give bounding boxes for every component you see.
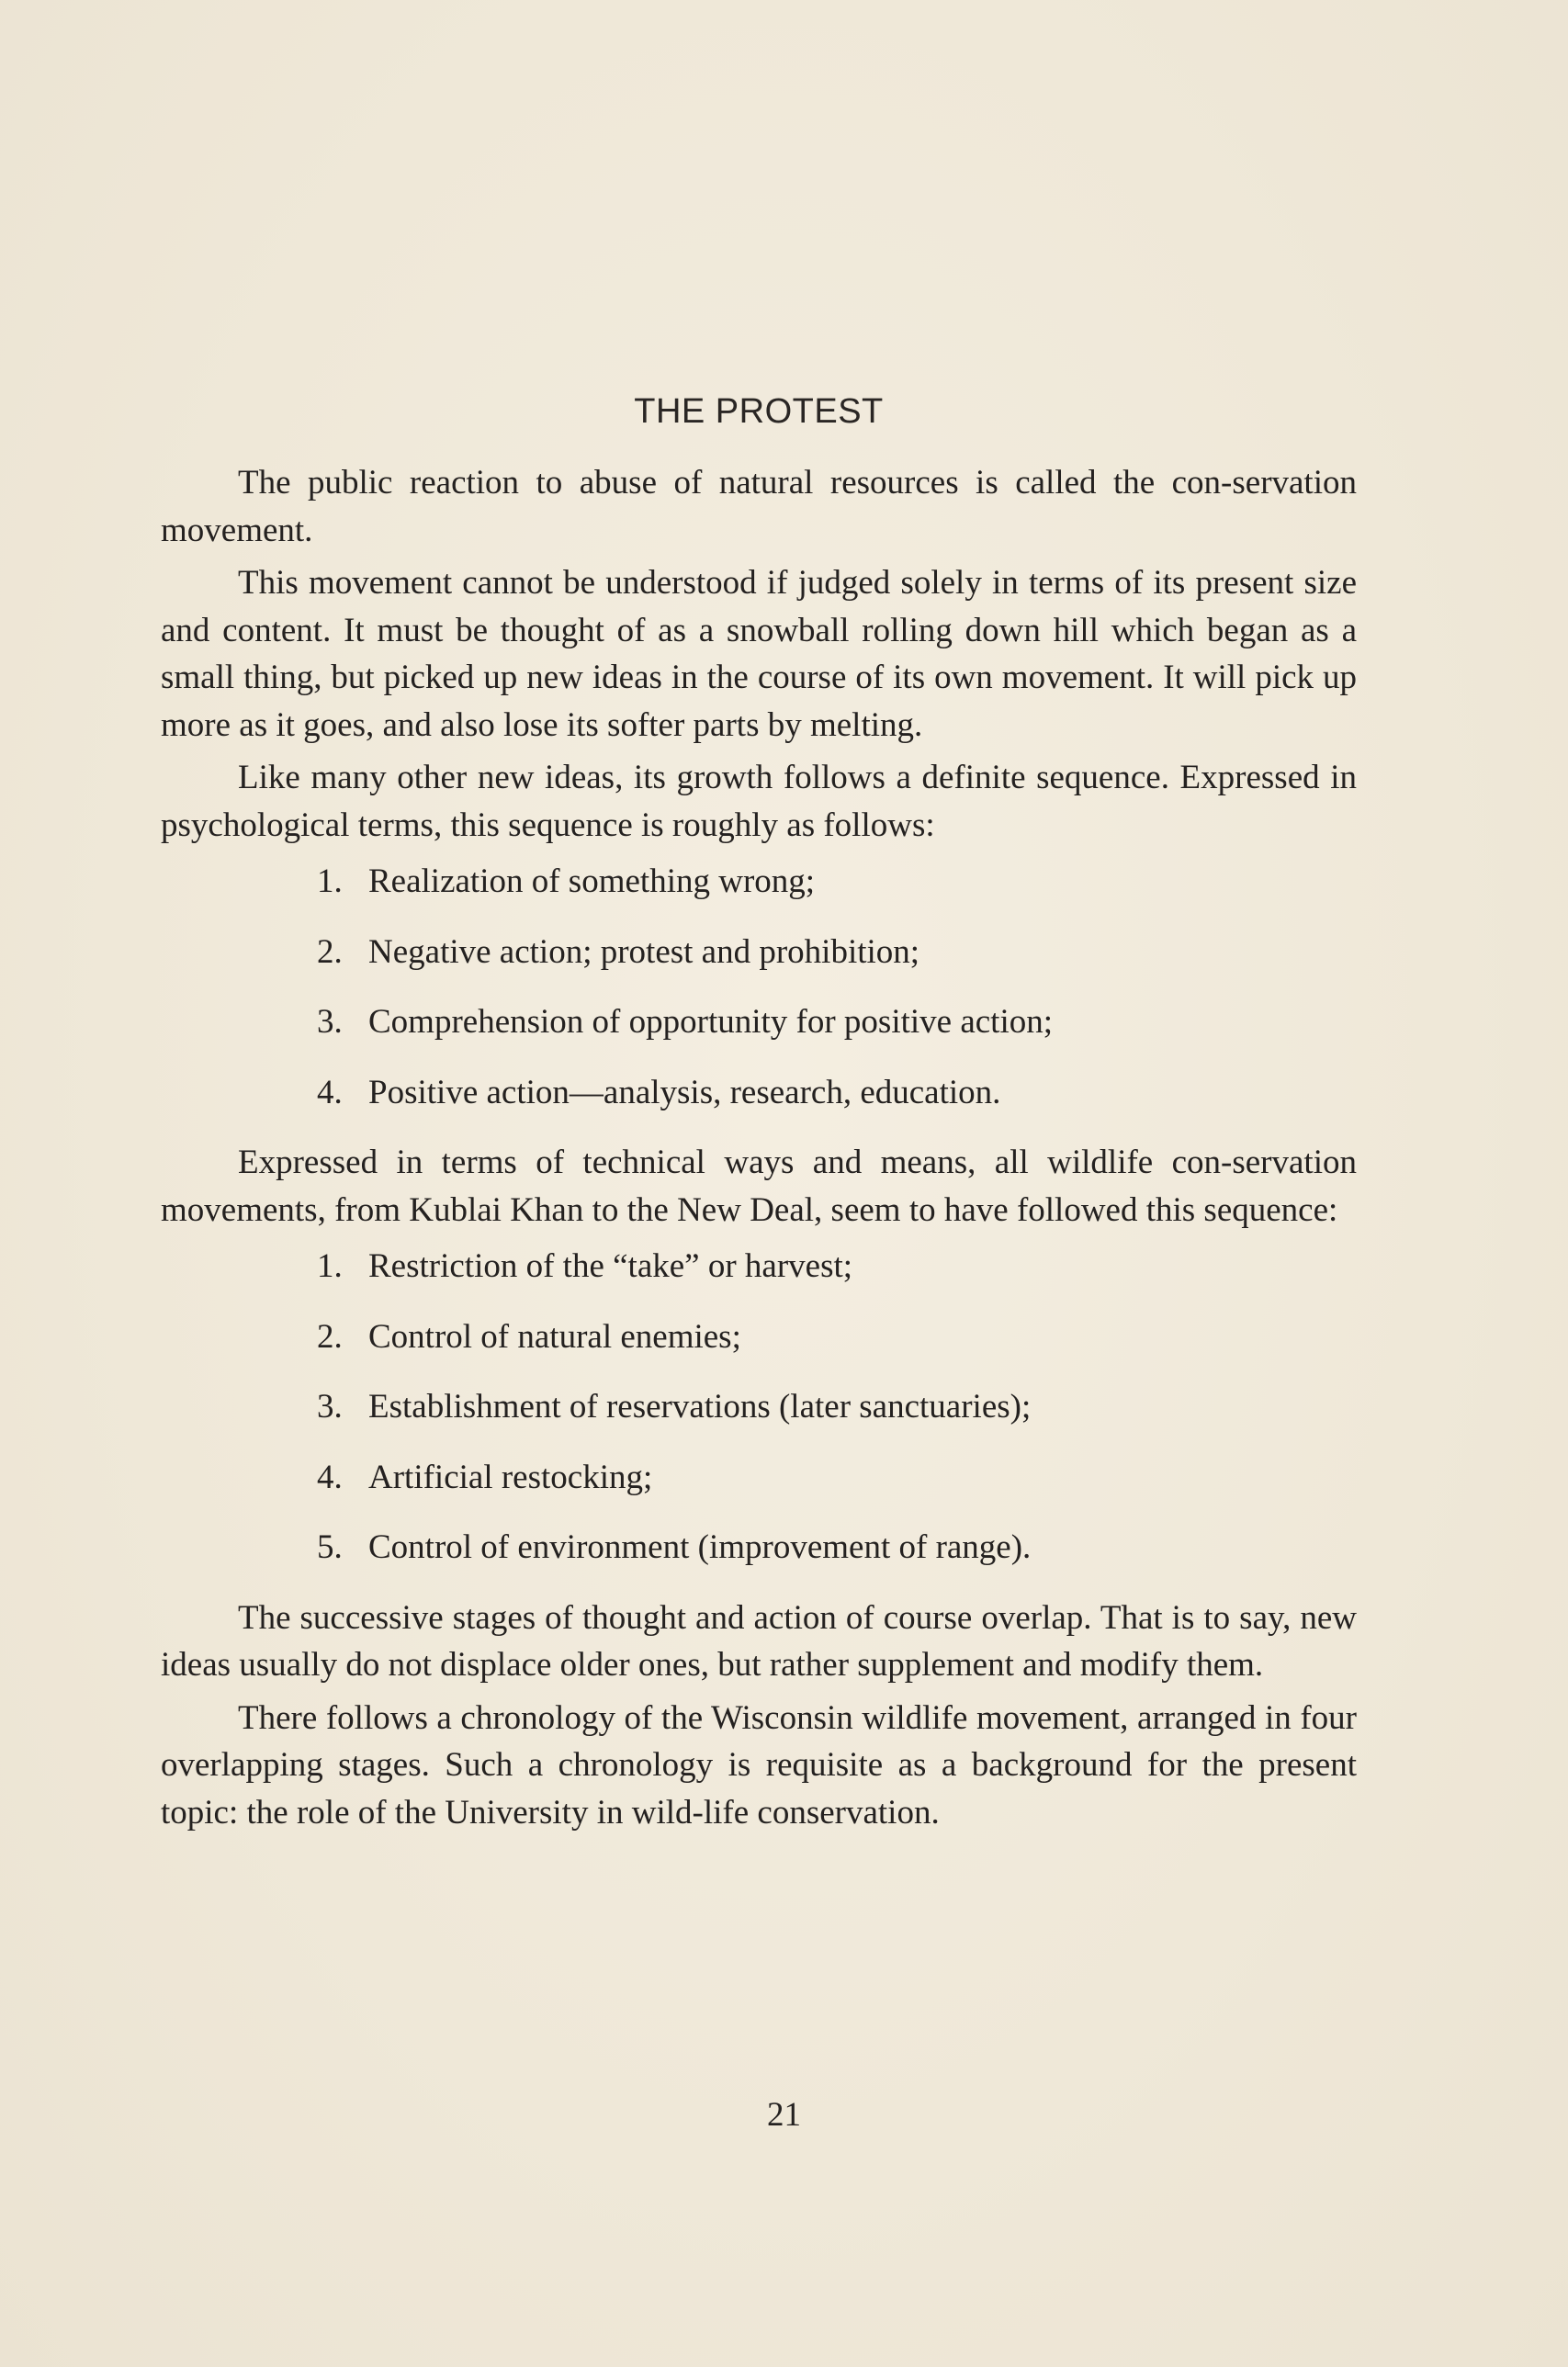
list-item-number: 4. <box>317 1073 343 1111</box>
list-item-number: 3. <box>317 1003 343 1041</box>
list-item <box>317 1313 1357 1361</box>
list-item-text: Control of natural enemies; <box>368 1317 741 1356</box>
list-item <box>317 1383 1357 1431</box>
list-item-number: 1. <box>317 1247 343 1285</box>
list-item <box>317 1454 1357 1502</box>
paragraph-2: This movement cannot be understood if judged solely in terms of its present size and content. It must be thought of as a snowball rolling down hill which began as a small thing, but picked up new ideas in the course of its own movement. It will pick up more as it goes, and also lose its softer parts by melting. <box>161 564 1357 744</box>
list-item-number: 4. <box>317 1458 343 1496</box>
list-item <box>317 1243 1357 1291</box>
list-item <box>317 1524 1357 1572</box>
technical-sequence-list <box>161 1243 1357 1572</box>
list-item-text: Restriction of the “take” or harvest; <box>368 1247 853 1285</box>
list-item-text: Control of environment (improvement of range). <box>368 1528 1032 1566</box>
paragraph-6: There follows a chronology of the Wisconsin wildlife movement, arranged in four overlapping stages. Such a chronology is requisite as a background for the present topic: the role of the University in wild-life conservation. <box>161 1698 1357 1832</box>
paragraph-4: Expressed in terms of technical ways and means, all wildlife con-servation movements, from Kublai Khan to the New Deal, seem to have followed this sequence: <box>161 1144 1357 1229</box>
page-body <box>161 384 1357 1842</box>
list-item-text: Negative action; protest and prohibition; <box>368 932 920 971</box>
psychological-sequence-list <box>161 858 1357 1116</box>
paragraph-1: The public reaction to abuse of natural resources is called the con-servation movement. <box>161 464 1357 549</box>
list-item-text: Positive action—analysis, research, education. <box>368 1073 1001 1111</box>
page-number: 21 <box>767 2096 801 2134</box>
list-item-number: 3. <box>317 1388 343 1426</box>
list-item-text: Comprehension of opportunity for positive action; <box>368 1003 1054 1041</box>
paragraph-5: The successive stages of thought and action of course overlap. That is to say, new ideas usually do not displace older ones, but rather supplement and modify them. <box>161 1598 1357 1684</box>
list-item-text: Establishment of reservations (later sanctuaries); <box>368 1388 1032 1426</box>
list-item-number: 2. <box>317 1317 343 1356</box>
list-item <box>317 858 1357 906</box>
list-item <box>317 998 1357 1046</box>
section-heading: THE PROTEST <box>634 392 884 431</box>
list-item-text: Realization of something wrong; <box>368 862 816 900</box>
list-item-text: Artificial restocking; <box>368 1458 653 1496</box>
list-item-number: 2. <box>317 932 343 971</box>
list-item-number: 1. <box>317 862 343 900</box>
list-item <box>317 1069 1357 1117</box>
list-item <box>317 929 1357 976</box>
list-item-number: 5. <box>317 1528 343 1566</box>
paragraph-3: Like many other new ideas, its growth follows a definite sequence. Expressed in psychological terms, this sequence is roughly as follows: <box>161 759 1357 844</box>
